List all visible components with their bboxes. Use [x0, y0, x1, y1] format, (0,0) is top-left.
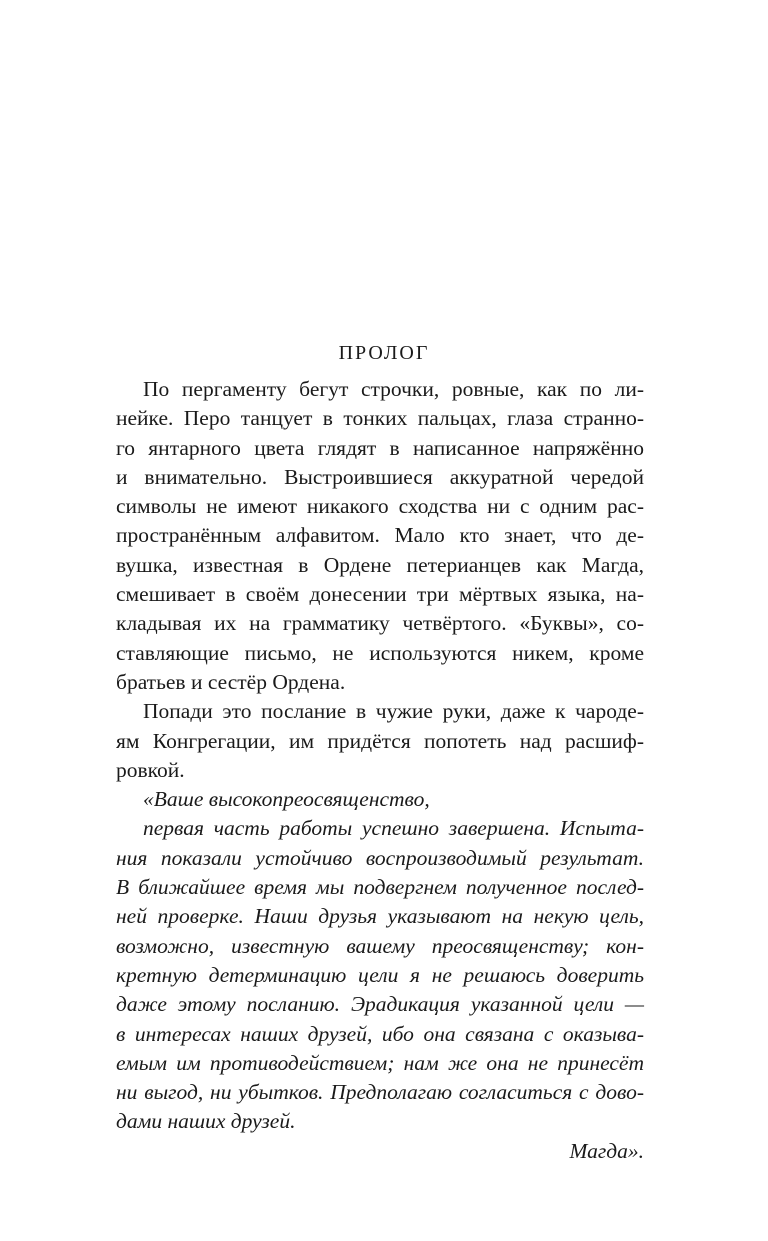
text-line: пространённым алфавитом. Мало кто знает, что де-	[116, 523, 644, 548]
text-line: ровкой.	[116, 757, 185, 782]
text-line: го янтарного цвета глядят в написанное напряжённо	[116, 435, 644, 460]
text-line: вушка, известная в Ордене петерианцев как Магда,	[116, 552, 644, 577]
text-line: дами наших друзей.	[116, 1109, 296, 1134]
paragraph-decipher	[116, 697, 644, 785]
letter-signature	[116, 1137, 644, 1166]
text-line: и внимательно. Выстроившиеся аккуратной чередой	[116, 464, 644, 489]
text-line: кретную детерминацию цели я не решаюсь доверить	[116, 962, 644, 987]
chapter-title: ПРОЛОГ	[338, 342, 430, 364]
text-line: Попади это послание в чужие руки, даже к чароде-	[143, 699, 644, 724]
text-line: ния показали устойчиво воспроизводимый результат.	[116, 845, 644, 870]
text-line: в интересах наших друзей, ибо она связана с оказыва-	[116, 1021, 644, 1046]
text-line: «Ваше высокопреосвященство,	[143, 787, 430, 812]
text-line: даже этому посланию. Эрадикация указанной цели —	[116, 992, 644, 1017]
text-line: В ближайшее время мы подвергнем полученное послед-	[116, 875, 644, 900]
paragraph-intro	[116, 375, 644, 697]
signature-line: Магда».	[569, 1138, 644, 1163]
text-line: По пергаменту бегут строчки, ровные, как по ли-	[143, 377, 644, 401]
text-line: первая часть работы успешно завершена. Испыта-	[143, 816, 644, 841]
text-line: кладывая их на грамматику четвёртого. «Буквы», со-	[116, 611, 644, 636]
text-line: ни выгод, ни убытков. Предполагаю согласиться с дово-	[116, 1080, 644, 1105]
text-line: ям Конгрегации, им придётся попотеть над расшиф-	[116, 728, 644, 753]
prologue-text	[116, 375, 644, 1166]
text-line: братьев и сестёр Ордена.	[116, 669, 346, 694]
text-line: смешивает в своём донесении три мёртвых языка, на-	[116, 582, 644, 607]
text-line: символы не имеют никакого сходства ни с одним рас-	[116, 494, 644, 519]
text-line: ставляющие письмо, не используются никем, кроме	[116, 640, 644, 665]
text-line: нейке. Перо танцует в тонких пальцах, глаза странно-	[116, 406, 644, 431]
text-line: ней проверке. Наши друзья указывают на некую цель,	[116, 904, 644, 929]
letter-salutation	[116, 785, 644, 814]
letter-body	[116, 814, 644, 1136]
text-line: возможно, известную вашему преосвященству; кон-	[116, 933, 644, 958]
text-line: емым им противодействием; нам же она не принесёт	[116, 1050, 644, 1075]
